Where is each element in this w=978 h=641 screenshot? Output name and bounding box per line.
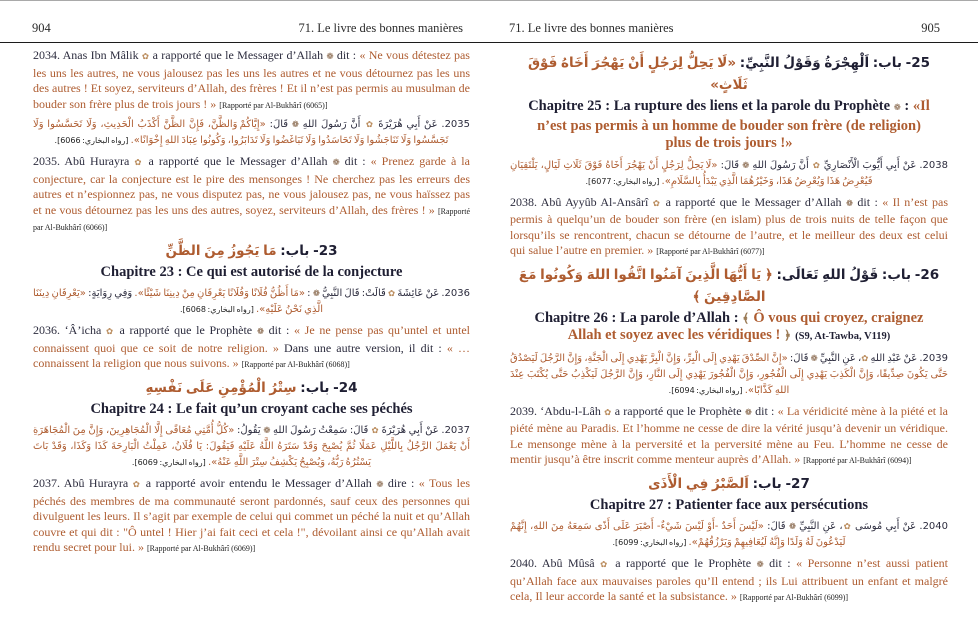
chapter-24-fr (50, 401, 452, 419)
hadith-2037-fr-dark: a rapporté avoir entendu le Messager d’Allah (141, 476, 377, 490)
hadith-2040-fr-quote: « Personne n’est aussi patient qu’Allah face aux mauvaises paroles qu’Il entend ; ils Lui attribuent un enfant et malgré cela, Il leur accorde la santé et la subsistance. » (510, 556, 948, 603)
hadith-2039-fr-dark: 2039. ‘Abdu-l-Lâh (510, 403, 605, 418)
hadith-2040-ar-dark: 2040. عَنْ أَبِي مُوسَى (851, 521, 948, 532)
prophet-honorific-icon: ❁ (788, 522, 796, 532)
hadith-2036-ar-dark: : (304, 288, 313, 299)
chapter-25-ar-dark: 25- باب: اَلْهِجْرَةُ وَقَوْلُ النَّبِيِّ: (736, 55, 930, 71)
hadith-2036-fr-quote: « Je ne pense pas qu’untel et untel connaissent quoi que ce soit de notre religion. » (33, 323, 470, 355)
prophet-honorific-icon: ❁ (312, 289, 320, 299)
chapter-23-fr (50, 264, 452, 282)
hadith-2037-ar-quote: «كُلُّ أُمَّتِي مُعَافًى إِلَّا الْمُجَاهِرِينَ، وَإِنَّ مِنَ الْمُجَاهَرَةِ أَنْ يَعْمَلَ الرَّجُلُ بِاللَّيْلِ عَمَلًا ثُمَّ يُصْبِحَ وَقَدْ سَتَرَهُ اللَّهُ عَلَيْهِ فَيَقُولَ: يَا فُلَانُ، عَمِلْتُ الْبَارِحَةَ كَذَا وَكَذَا، وَقَدْ بَاتَ يَسْتُرُهُ رَبُّهُ، وَيُصْبِحُ يَكْشِفُ سِتْرَ اللَّهِ عَنْهُ». (33, 425, 470, 468)
hadith-2035-ar-dark: 2035. عَنْ أَبِي هُرَيْرَةَ (374, 119, 470, 130)
chapter-27-fr-dark: Chapitre 27 : Patienter face aux persécutions (589, 496, 869, 513)
chapter-27-ar (510, 473, 948, 495)
hadith-2037-fr-ref: [Rapporté par Al-Bukhârî (6069)] (146, 544, 256, 553)
chapter-24-ar-quote: سِتْرُ الْمُؤْمِنِ عَلَى نَفْسِهِ (145, 379, 297, 396)
hadith-2036-ar-dark: وَفِي رِوَايَةٍ: (85, 288, 133, 299)
hadith-2036-ar-quote: «يَعْرِفَانِ دِينَنَا الَّذِي نَحْنُ عَلَيْهِ». (33, 288, 324, 315)
hadith-2037-fr (33, 476, 470, 557)
chapter-26-ar-quote: ﴿ يَا أَيُّهَا الَّذِينَ آمَنُوا اتَّقُوا اللهَ وَكُونُوا مَعَ الصَّادِقِينَ ﴾ (518, 266, 773, 305)
hadith-2039-ar-dark: قَالَ: (787, 352, 811, 364)
page-number: 904 (32, 21, 51, 35)
hadith-2040-ar-dark: قَالَ: (763, 521, 789, 532)
chapter-24-ar-dark: 24- باب: (296, 379, 358, 396)
hadith-2036-fr-dark: Dans une autre version, il dit : (284, 340, 447, 355)
page-number: 905 (921, 21, 940, 35)
hadith-2036-fr (33, 323, 470, 373)
hadith-2037-ar-dark: 2037. عَنْ أَبِي هُرَيْرَةَ (379, 425, 470, 436)
hadith-2040-fr (510, 556, 948, 606)
hadith-2036-ar-dark: 2036. عَنْ عَائِشَةَ (395, 288, 470, 299)
page-body (510, 48, 948, 641)
chapter-26-fr-meta: (S9, At-Tawba, V119) (795, 331, 891, 342)
hadith-2038-ar-quote: «لَا يَحِلُّ لِرَجُلٍ أَنْ يَهْجُرَ أَخَاهُ فَوْقَ ثَلَاثِ لَيَالٍ، يَلْتَقِيَانِ فَيُعْرِضُ هَذَا وَيُعْرِضُ هَذَا، وَخَيْرُهُمَا الَّذِي يَبْدَأُ بِالسَّلَامِ». (510, 159, 873, 187)
chapter-26-ar (510, 264, 948, 308)
hadith-2040-fr-dark: dit : (763, 556, 797, 570)
chapter-27-ar-dark: 27- باب: (748, 475, 810, 492)
companion-honorific-icon: ✿ (387, 289, 396, 299)
hadith-2039-fr-dark: a rapporté que le Prophète (611, 403, 745, 418)
hadith-2039-ar (510, 351, 948, 399)
hadith-2036-ar-dark: قَالَتْ: قَالَ النَّبِيُّ (319, 288, 388, 299)
hadith-2038-fr-dark: a rapporté que le Messager d’Allah (661, 194, 846, 209)
chapter-25-fr-dark: : (900, 98, 913, 114)
hadith-2039-ar-dark: ، عَنِ النَّبِيِّ (817, 352, 862, 364)
hadith-2038-fr (510, 195, 948, 260)
hadith-2034-fr-quote: « Ne vous détestez pas les uns les autres, ne vous jalousez pas les uns les autres et ne vous détournez pas les uns des autres ! Et soyez, serviteurs d’Allah, des frères ! Et il n’est pas permis au musulman de bouder son frère plus de trois jours ! » (33, 48, 470, 111)
hadith-2035-ar-dark: قَالَ: (265, 119, 292, 130)
prophet-honorific-icon: ❁ (810, 353, 818, 364)
chapter-25-fr (528, 98, 931, 153)
chapter-26-fr (528, 310, 931, 346)
hadith-2038-fr-dark: dit : (853, 194, 883, 209)
hadith-2035-ar-dark: أَنَّ رَسُولَ اللهِ (298, 119, 365, 130)
hadith-2039-ar-dark: 2039. عَنْ عَبْدِ اللهِ (868, 352, 948, 364)
prophet-honorific-icon: ❁ (326, 52, 334, 62)
hadith-2039-fr-dark: dit : (751, 403, 778, 418)
hadith-2036-fr-dark: a rapporté que le Prophète (114, 323, 257, 337)
chapter-25-ar (510, 52, 948, 96)
hadith-2037-ar (33, 423, 470, 471)
hadith-2038-fr-dark: 2038. Abû Ayyûb Al-Ansârî (510, 194, 653, 209)
hadith-2040-ar-ref: [رواه البخاري: 6099]. (612, 538, 687, 547)
companion-honorific-icon: ✿ (604, 407, 612, 418)
companion-honorific-icon: ✿ (600, 560, 610, 570)
page-header (489, 1, 978, 43)
hadith-2040-ar (510, 519, 948, 551)
chapter-24-ar (33, 377, 470, 399)
hadith-2037-fr-quote: « Tous les péchés des membres de ma communauté seront pardonnés, sauf ceux des personnes qui divulguent les leurs. Il s’agit par exemple de celui qui commet un péché la nuit et qu’Allah couvre et qui dit : "Ô untel ! Hier j’ai fait ceci et cela !", dévoilant ainsi ce qu’Allah avait rendu secret pour lui. » (33, 476, 470, 554)
prophet-honorific-icon: ❁ (742, 160, 750, 171)
hadith-2035-fr (33, 154, 470, 236)
running-title: 71. Le livre des bonnes manières (509, 21, 674, 35)
hadith-2036-fr-dark: dit : (263, 323, 294, 337)
companion-honorific-icon: ✿ (652, 198, 662, 209)
hadith-2039-fr-ref: [Rapporté par Al-Bukhârî (6094)] (803, 456, 912, 465)
hadith-2035-fr-dark: dit : (339, 154, 371, 168)
hadith-2036-ar-ref: [رواه البخاري: 6068]. (179, 305, 254, 314)
chapter-25-fr-quote: «Il n’est pas permis à un homme de bouder son frère (de religion) plus de trois jours !» (537, 98, 930, 151)
hadith-2038-ar-dark: أَنَّ رَسُولَ اللهِ (749, 159, 812, 171)
chapter-26-fr-dark: Chapitre 26 : La parole d’Allah : (534, 309, 743, 326)
chapter-23-ar-quote: مَا يَجُوزُ مِنَ الظَّنِّ (165, 242, 277, 259)
hadith-2037-ar-dark: قَالَ: سَمِعْتُ رَسُولَ اللهِ (270, 425, 371, 436)
hadith-2038-fr-ref: [Rapporté par Al-Bukhârî (6077)] (656, 247, 765, 256)
companion-honorific-icon: ✿ (106, 327, 115, 337)
prophet-honorific-icon: ❁ (744, 407, 752, 418)
running-title: 71. Le livre des bonnes manières (298, 21, 463, 35)
companion-honorific-icon: ✿ (132, 480, 142, 490)
prophet-honorific-icon: ❁ (291, 120, 299, 130)
hadith-2040-ar-dark: ، عَنِ النَّبِيِّ (795, 521, 843, 532)
hadith-2038-ar-ref: [رواه البخاري: 6077]. (585, 176, 660, 186)
hadith-2037-fr-dark: 2037. Abû Hurayra (33, 476, 133, 490)
hadith-2039-fr (510, 404, 948, 469)
hadith-2034-fr-dark: 2034. Anas Ibn Mâlik (33, 48, 142, 62)
hadith-2037-ar-ref: [رواه البخاري: 6069]. (131, 458, 206, 467)
companion-honorific-icon: ✿ (141, 52, 150, 62)
hadith-2036-fr-ref: [Rapporté par Al-Bukhârî (6068)] (241, 360, 350, 369)
chapter-23-fr-dark: Chapitre 23 : Ce qui est autorisé de la conjecture (100, 263, 403, 280)
chapter-25-fr-dark: Chapitre 25 : La rupture des liens et la parole du Prophète (528, 98, 894, 114)
hadith-2035-fr-ref: [Rapporté par Al-Bukhârî (6066)] (33, 206, 470, 232)
prophet-honorific-icon: ❁ (256, 327, 264, 337)
hadith-2034-fr (33, 48, 470, 113)
chapter-26-fr-orn: ﴾ (742, 310, 754, 325)
chapter-27-ar-quote: اَلصَّبْرُ فِي الْأَذَى (648, 475, 749, 492)
hadith-2039-ar-quote: «إِنَّ الصِّدْقَ يَهْدِي إِلَى الْبِرِّ، وَإِنَّ الْبِرَّ يَهْدِي إِلَى الْجَنَّةِ، وَإِنَّ الرَّجُلَ لَيَصْدُقُ حَتَّى يَكُونَ صِدِّيقًا، وَإِنَّ الْكَذِبَ يَهْدِي إِلَى الْفُجُورِ، وَإِنَّ الْفُجُورَ يَهْدِي إِلَى النَّارِ، وَإِنَّ الرَّجُلَ لَيَكْذِبُ حَتَّى يُكْتَبَ عِنْدَ اللهِ كَذَّابًا». (510, 352, 948, 396)
hadith-2035-ar (33, 117, 470, 149)
hadith-2034-fr-dark: a rapporté que le Messager d’Allah (149, 48, 327, 62)
hadith-2040-fr-dark: 2040. Abû Mûsâ (510, 556, 601, 570)
companion-honorific-icon: ✿ (364, 120, 375, 130)
companion-honorific-icon: ✿ (370, 426, 380, 436)
prophet-honorific-icon: ❁ (756, 560, 764, 570)
prophet-honorific-icon: ❁ (845, 198, 854, 209)
hadith-2035-fr-dark: a rapporté que le Messager d’Allah (143, 154, 333, 168)
hadith-2035-ar-ref: [رواه البخاري: 6066]. (54, 136, 129, 145)
hadith-2040-fr-dark: a rapporté que le Prophète (609, 556, 757, 570)
hadith-2035-fr-dark: 2035. Abû Hurayra (33, 154, 135, 168)
chapter-24-fr-dark: Chapitre 24 : Le fait qu’un croyant cache ses péchés (90, 400, 413, 417)
prophet-honorific-icon: ❁ (332, 158, 340, 168)
chapter-23-ar (33, 240, 470, 262)
hadith-2039-fr-quote: « La véridicité mène à la piété et la piété mène au Paradis. Et l’homme ne cesse de dire la vérité jusqu’à devenir un véridique. Le mensonge mène à la perversité et la perversité mène au Feu. L’homme ne cesse de mentir jusqu’à être inscrit comme menteur auprès d’Allah. » (510, 403, 948, 466)
hadith-2036-ar-quote: «مَا أَظُنُّ فُلَانًا وَفُلَانًا يَعْرِفَانِ مِنْ دِينِنَا شَيْئًا». (132, 288, 305, 299)
hadith-2038-ar-dark: 2038. عَنْ أَبِي أَيُّوبَ الْأَنْصَارِيِّ (820, 159, 948, 171)
hadith-2040-ar-quote: «لَيْسَ أَحَدٌ -أَوْ لَيْسَ شَيْءٌ- أَصْبَرَ عَلَى أَذًى سَمِعَهُ مِنَ اللهِ، إِنَّهُمْ لَيَدْعُونَ لَهُ وَلَدًا وَإِنَّهُ لَيُعَافِيهِمْ وَيَرْزُقُهُمْ». (510, 521, 846, 548)
page-header (0, 1, 489, 43)
hadith-2038-fr-quote: « Il n’est pas permis à quelqu’un de bouder son frère (en islam) plus de trois nuits de telle façon que lorsqu’ils se rencontrent, chacun se détourne de l’autre, et le meilleur des deux est celui qui salue l’autre en premier. » (510, 194, 948, 257)
hadith-2034-fr-ref: [Rapporté par Al-Bukhârî (6065)] (219, 100, 328, 110)
companion-honorific-icon: ✿ (811, 160, 821, 171)
hadith-2035-fr-quote: « Prenez garde à la conjecture, car la conjecture est le pire des mensonges ! Ne cherchez pas les erreurs des autres et n’espionnez pas, ne vous disputez pas, ne vous jalousez pas, ne vous haïssez pas et ne vous détournez pas les uns des autres, soyez, serviteurs d’Allah, des frères ! » (33, 154, 470, 217)
prophet-honorific-icon: ❁ (893, 103, 901, 113)
companion-honorific-icon: ✿ (134, 158, 144, 168)
chapter-26-fr-quote: Ô vous qui croyez, craignez Allah et soyez avec les véridiques ! (567, 309, 924, 343)
chapter-26-ar-dark: 26- باب: قَوْلُ اللهِ تَعَالَى: (772, 266, 940, 283)
chapter-26-fr-orn: ﴿ (783, 328, 796, 342)
companion-honorific-icon: ✿ (861, 353, 869, 364)
hadith-2037-ar-dark: يَقُولُ: (234, 425, 264, 436)
hadith-2038-ar (510, 158, 948, 190)
chapter-23-ar-dark: 23- باب: (276, 242, 338, 259)
hadith-2040-fr-ref: [Rapporté par Al-Bukhârî (6099)] (739, 593, 849, 602)
page-905 (489, 1, 978, 641)
hadith-2037-fr-dark: dire : (383, 476, 419, 490)
prophet-honorific-icon: ❁ (263, 426, 271, 436)
hadith-2039-ar-ref: [رواه البخاري: 6094]. (668, 385, 743, 395)
hadith-2036-ar (33, 286, 470, 318)
hadith-2035-ar-quote: «إِيَّاكُمْ وَالظَّنَّ، فَإِنَّ الظَّنَّ أَكْذَبُ الْحَدِيثِ، وَلَا تَحَسَّسُوا وَلَا تَجَسَّسُوا وَلَا تَنَاجَشُوا وَلَا تَحَاسَدُوا وَلَا تَبَاغَضُوا وَلَا تَدَابَرُوا، وَكُونُوا عِبَادَ اللهِ إِخْوَانًا». (33, 119, 449, 146)
page-body (33, 48, 470, 641)
hadith-2036-fr-dark: 2036. ‘Â’icha (33, 323, 106, 337)
hadith-2034-fr-dark: dit : (333, 48, 360, 62)
page-904 (0, 1, 489, 641)
companion-honorific-icon: ✿ (842, 522, 852, 532)
hadith-2036-fr-quote: « …connaissent la religion que nous suivons. » (33, 340, 470, 370)
prophet-honorific-icon: ❁ (376, 480, 384, 490)
chapter-25-ar-quote: «لَا يَحِلُّ لِرَجُلٍ أَنْ يَهْجُرَ أَخَاهُ فَوْقَ ثَلَاثٍ» (527, 55, 748, 93)
hadith-2038-ar-dark: قَالَ: (717, 159, 743, 171)
chapter-27-fr (528, 497, 931, 515)
